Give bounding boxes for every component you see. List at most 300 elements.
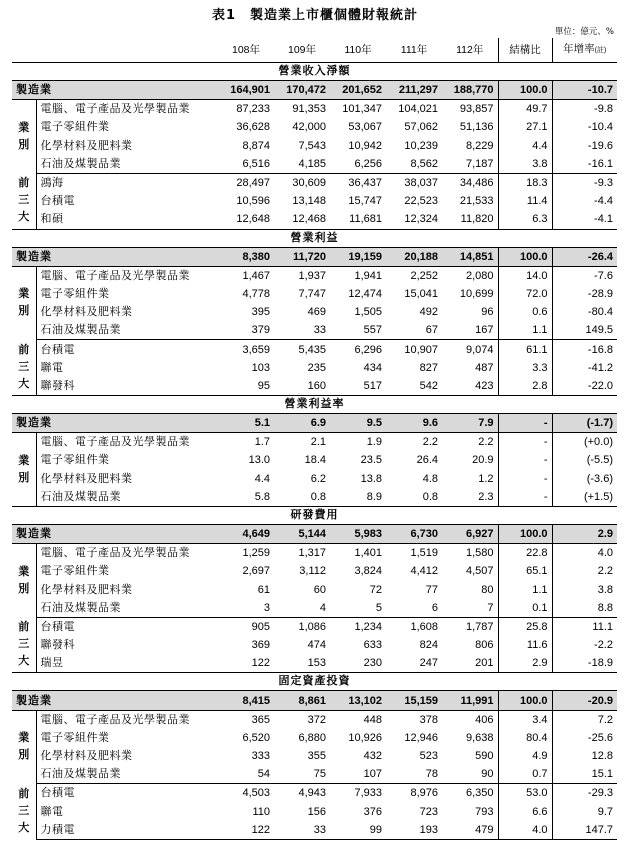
value-cell: 36,437 [348,177,382,190]
value-cell: 1,519 [410,547,438,560]
row-label: 台積電 [40,343,75,356]
industry-row [12,488,617,507]
company-row [12,377,617,396]
group-label-char: 前 [18,343,30,356]
value-cell: 10,926 [348,731,382,744]
section-title: 營業收入淨額 [12,63,617,81]
section-header [12,673,617,691]
value-cell: 15,041 [404,287,438,300]
row-label: 電子零組件業 [40,565,110,578]
value-cell: 378 [419,713,438,726]
company-row [12,359,617,377]
section-header [12,506,617,524]
value-cell: 4,507 [465,565,494,578]
value-cell: 12,468 [274,210,330,229]
group-label-char: 業 [18,565,30,578]
value-cell: 75 [274,765,330,784]
value-cell: 13.8 [360,472,382,485]
row-label: 電子零組件業 [40,121,110,134]
share-cell: 18.3 [498,173,552,192]
growth-cell: -25.6 [552,729,617,747]
value-cell: 369 [251,639,270,652]
value-cell: 18.4 [304,454,326,467]
share-cell: 3.3 [498,359,552,377]
value-cell: 95 [218,377,274,396]
industry-row [12,433,617,452]
value-cell: 7.9 [442,414,498,433]
industry-row [12,747,617,765]
industry-row [12,765,617,784]
growth-cell: -41.2 [552,359,617,377]
company-row [12,617,617,636]
value-cell: 469 [307,306,326,319]
value-cell: 827 [419,361,438,374]
growth-cell: 12.8 [552,747,617,765]
value-cell: 1,505 [354,306,382,319]
value-cell: 4.8 [422,472,438,485]
value-cell: 4,943 [298,787,326,800]
row-label: 電腦、電子產品及光學製品業 [40,436,190,449]
share-cell: - [498,414,552,433]
row-label: 電腦、電子產品及光學製品業 [40,713,190,726]
header-blank [12,38,218,63]
value-cell: 8,415 [218,691,274,710]
growth-cell: 2.2 [552,562,617,580]
share-cell: 0.1 [498,599,552,618]
table-title: 表1 製造業上市櫃個體財報統計 [211,8,419,23]
value-cell: 72 [369,583,382,596]
share-cell: 100.0 [498,81,552,100]
group-label-char: 別 [18,305,30,318]
section-header [12,396,617,414]
value-cell: 211,297 [386,81,442,100]
growth-cell: (-1.7) [552,414,617,433]
growth-cell: -4.1 [552,210,617,229]
value-cell: 11,991 [442,691,498,710]
value-cell: 11,820 [442,210,498,229]
value-cell: 201,652 [330,81,386,100]
company-row [12,210,617,229]
group-label-char: 大 [18,655,30,668]
industry-row [12,118,617,136]
value-cell: 2.3 [442,488,498,507]
row-label: 化學材料及肥料業 [40,750,133,763]
value-cell: 1,787 [465,620,494,633]
row-label: 化學材料及肥料業 [40,472,133,485]
value-cell: 8,976 [410,787,438,800]
group-label [12,784,36,840]
row-label: 聯電 [40,805,64,818]
value-cell: 77 [425,583,438,596]
company-row [12,340,617,359]
value-cell: 1.7 [254,436,270,449]
industry-row [12,599,617,618]
value-cell: 4,649 [218,524,274,543]
group-label [12,173,36,229]
share-cell: 2.8 [498,377,552,396]
group-label-char: 業 [18,288,30,301]
value-cell: 365 [251,713,270,726]
industry-row [12,544,617,563]
value-cell: 2,252 [410,269,438,282]
row-label: 和碩 [36,210,218,229]
value-cell: 33 [274,321,330,340]
group-label [12,100,36,174]
share-cell: 100.0 [498,524,552,543]
share-cell: 72.0 [498,285,552,303]
value-cell: 8,861 [274,691,330,710]
value-cell: 78 [386,765,442,784]
value-cell: 22,523 [404,195,438,208]
value-cell: 57,062 [404,121,438,134]
group-label-char: 三 [18,805,30,818]
row-label: 石油及煤製品業 [36,765,218,784]
value-cell: 12,324 [386,210,442,229]
company-row [12,654,617,673]
share-cell: - [498,470,552,488]
value-cell: 1,401 [354,547,382,560]
row-label: 瑞昱 [36,654,218,673]
industry-row [12,581,617,599]
company-row [12,803,617,821]
share-cell: 22.8 [498,544,552,563]
value-cell: 905 [251,620,270,633]
value-cell: 87,233 [236,103,270,116]
value-cell: 19,159 [330,247,386,266]
section-title: 研發費用 [12,506,617,524]
growth-cell: 9.7 [552,803,617,821]
value-cell: 33 [274,821,330,840]
total-label: 製造業 [12,247,218,266]
header-year: 110年 [330,38,386,63]
value-cell: 15,747 [348,195,382,208]
value-cell: 2,080 [465,269,494,282]
group-label-char: 前 [18,621,30,634]
value-cell: 7,543 [298,139,326,152]
value-cell: 434 [363,361,382,374]
value-cell: 93,857 [459,103,494,116]
row-label: 石油及煤製品業 [36,599,218,618]
growth-cell: -2.2 [552,636,617,654]
row-label: 化學材料及肥料業 [40,306,133,319]
row-label: 台積電 [40,195,75,208]
group-label-char: 三 [18,360,30,373]
row-label: 電腦、電子產品及光學製品業 [40,269,190,282]
value-cell: 6.9 [274,414,330,433]
value-cell: 1,086 [298,620,326,633]
value-cell: 10,907 [404,343,438,356]
value-cell: 10,596 [236,195,270,208]
share-cell: 80.4 [498,729,552,747]
header-row [12,38,617,63]
share-cell: - [498,433,552,452]
value-cell: 4,185 [274,155,330,174]
group-label-char: 別 [18,471,30,484]
value-cell: 379 [218,321,274,340]
industry-row [12,285,617,303]
industry-row [12,303,617,321]
total-label: 製造業 [12,414,218,433]
value-cell: 12,946 [404,731,438,744]
share-cell: 2.9 [498,654,552,673]
value-cell: 824 [419,639,438,652]
value-cell: 36,628 [236,121,270,134]
value-cell: 14,851 [442,247,498,266]
value-cell: 1,234 [354,620,382,633]
industry-row [12,451,617,469]
value-cell: 9,638 [465,731,494,744]
value-cell: 30,609 [292,177,326,190]
growth-cell: 8.8 [552,599,617,618]
value-cell: 406 [475,713,494,726]
row-label: 聯發科 [36,377,218,396]
growth-cell: -22.0 [552,377,617,396]
value-cell: 99 [330,821,386,840]
share-cell: - [498,488,552,507]
value-cell: 5.1 [218,414,274,433]
growth-cell: 7.2 [552,710,617,729]
industry-row [12,266,617,285]
value-cell: 6,927 [442,524,498,543]
value-cell: 188,770 [442,81,498,100]
value-cell: 448 [363,713,382,726]
company-row [12,636,617,654]
growth-cell: -9.3 [552,173,617,192]
value-cell: 170,472 [274,81,330,100]
value-cell: 164,901 [218,81,274,100]
value-cell: 8,562 [386,155,442,174]
group-label-char: 業 [18,121,30,134]
share-cell: 4.4 [498,137,552,155]
share-cell: 11.4 [498,192,552,210]
growth-cell: -9.8 [552,100,617,119]
growth-cell: 4.0 [552,544,617,563]
row-label: 電子零組件業 [40,454,110,467]
share-cell: 1.1 [498,581,552,599]
row-label: 化學材料及肥料業 [40,139,133,152]
value-cell: 479 [442,821,498,840]
value-cell: 793 [475,805,494,818]
value-cell: 235 [307,361,326,374]
group-label-char: 前 [18,177,30,190]
value-cell: 487 [475,361,494,374]
value-cell: 20,188 [386,247,442,266]
value-cell: 517 [330,377,386,396]
growth-cell: (+0.0) [552,433,617,452]
group-label-char: 大 [18,822,30,835]
value-cell: 230 [330,654,386,673]
industry-row [12,155,617,174]
row-label: 電子零組件業 [40,731,110,744]
value-cell: 1,467 [242,269,270,282]
value-cell: 0.8 [274,488,330,507]
value-cell: 4 [274,599,330,618]
value-cell: 2,697 [242,565,270,578]
section-header [12,63,617,81]
value-cell: 723 [419,805,438,818]
value-cell: 122 [218,654,274,673]
value-cell: 395 [251,306,270,319]
industry-row [12,137,617,155]
growth-cell: (-3.6) [552,470,617,488]
share-cell: 27.1 [498,118,552,136]
value-cell: 26.4 [416,454,438,467]
value-cell: 10,239 [404,139,438,152]
value-cell: 9.6 [386,414,442,433]
share-cell: 1.1 [498,321,552,340]
value-cell: 15,159 [386,691,442,710]
value-cell: 53,067 [348,121,382,134]
group-label-char: 業 [18,732,30,745]
share-cell: 53.0 [498,784,552,803]
value-cell: 5,435 [298,343,326,356]
value-cell: 13,102 [330,691,386,710]
row-label: 電腦、電子產品及光學製品業 [40,103,190,116]
header-year: 109年 [274,38,330,63]
growth-cell: 15.1 [552,765,617,784]
value-cell: 5 [330,599,386,618]
value-cell: 193 [386,821,442,840]
share-cell: 49.7 [498,100,552,119]
share-cell: - [498,451,552,469]
total-row [12,524,617,543]
value-cell: 80 [481,583,494,596]
value-cell: 6,880 [298,731,326,744]
total-row [12,247,617,266]
share-cell: 3.8 [498,155,552,174]
value-cell: 8,874 [242,139,270,152]
value-cell: 12,648 [218,210,274,229]
value-cell: 6,516 [218,155,274,174]
group-label [12,266,36,340]
growth-cell: 147.7 [552,821,617,840]
growth-cell: 3.8 [552,581,617,599]
company-row [12,784,617,803]
growth-cell: -80.4 [552,303,617,321]
group-label [12,433,36,507]
total-row [12,414,617,433]
value-cell: 542 [386,377,442,396]
value-cell: 28,497 [236,177,270,190]
row-label: 石油及煤製品業 [36,321,218,340]
growth-cell: -16.1 [552,155,617,174]
row-label: 台積電 [40,787,75,800]
group-label-char: 別 [18,582,30,595]
growth-cell: 2.9 [552,524,617,543]
total-label: 製造業 [12,524,218,543]
value-cell: 1,317 [298,547,326,560]
value-cell: 1,608 [410,620,438,633]
value-cell: 13.0 [248,454,270,467]
value-cell: 247 [386,654,442,673]
value-cell: 0.8 [386,488,442,507]
value-cell: 156 [307,805,326,818]
total-label: 製造業 [12,81,218,100]
share-cell: 25.8 [498,617,552,636]
share-cell: 11.6 [498,636,552,654]
growth-cell: -10.7 [552,81,617,100]
value-cell: 432 [363,750,382,763]
industry-row [12,710,617,729]
value-cell: 6,730 [386,524,442,543]
value-cell: 7,933 [354,787,382,800]
value-cell: 5,983 [330,524,386,543]
section-title: 營業利益率 [12,396,617,414]
section-title: 固定資產投資 [12,673,617,691]
company-row [12,192,617,210]
value-cell: 1,937 [298,269,326,282]
growth-cell: 149.5 [552,321,617,340]
value-cell: 104,021 [398,103,438,116]
growth-cell: 11.1 [552,617,617,636]
industry-row [12,562,617,580]
value-cell: 91,353 [292,103,326,116]
value-cell: 1.9 [366,436,382,449]
value-cell: 474 [307,639,326,652]
value-cell: 1,259 [242,547,270,560]
value-cell: 1.2 [478,472,494,485]
header-year: 112年 [442,38,498,63]
group-label [12,340,36,396]
group-label-char: 三 [18,638,30,651]
value-cell: 10,942 [348,139,382,152]
value-cell: 51,136 [459,121,494,134]
growth-cell: -26.4 [552,247,617,266]
value-cell: 153 [274,654,330,673]
value-cell: 557 [330,321,386,340]
row-label: 台積電 [40,620,75,633]
value-cell: 38,037 [404,177,438,190]
value-cell: 355 [307,750,326,763]
group-label-char: 別 [18,749,30,762]
value-cell: 4.4 [254,472,270,485]
header-share: 結構比 [498,38,552,63]
row-label: 電子零組件業 [40,287,110,300]
value-cell: 6,256 [330,155,386,174]
value-cell: 2.1 [310,436,326,449]
industry-row [12,100,617,119]
unit-note: 單位：億元、% [554,27,614,37]
growth-cell: -20.9 [552,691,617,710]
total-row [12,691,617,710]
value-cell: 67 [386,321,442,340]
value-cell: 3,112 [299,565,326,578]
company-row [12,173,617,192]
share-cell: 6.3 [498,210,552,229]
value-cell: 7,187 [442,155,498,174]
group-label-char: 前 [18,788,30,801]
row-label: 力積電 [36,821,218,840]
value-cell: 10,699 [459,287,494,300]
total-row [12,81,617,100]
value-cell: 34,486 [459,177,494,190]
value-cell: 103 [251,361,270,374]
value-cell: 423 [442,377,498,396]
value-cell: 42,000 [292,121,326,134]
industry-row [12,729,617,747]
value-cell: 12,474 [348,287,382,300]
section-title: 營業利益 [12,229,617,247]
value-cell: 4,412 [410,565,438,578]
value-cell: 2.2 [478,436,494,449]
share-cell: 4.9 [498,747,552,765]
financial-table [12,38,617,840]
group-label-char: 業 [18,454,30,467]
value-cell: 201 [442,654,498,673]
row-label: 鴻海 [40,177,64,190]
growth-cell: -4.4 [552,192,617,210]
value-cell: 90 [442,765,498,784]
